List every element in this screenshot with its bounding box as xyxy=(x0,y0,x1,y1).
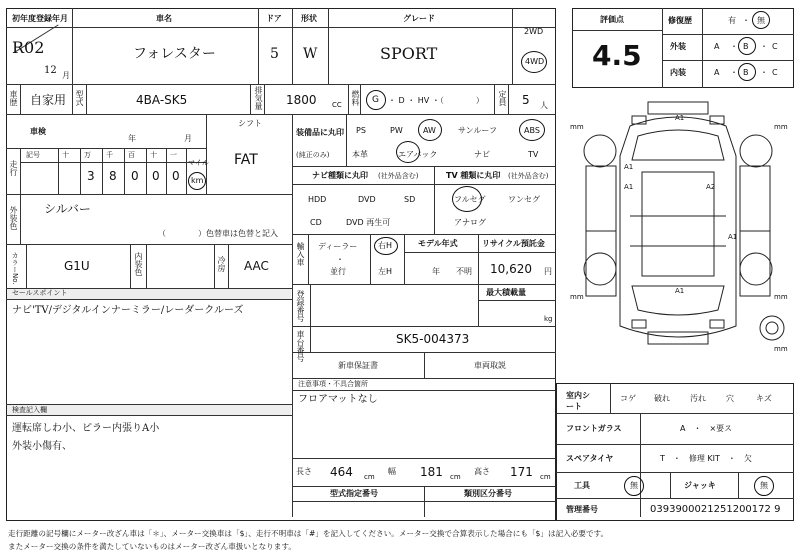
exterior-sep-1: ・ xyxy=(730,42,738,51)
first-reg-month: 12 xyxy=(44,65,57,76)
exterior-sep-2: ・ xyxy=(760,42,768,51)
mileage-label: 走行 xyxy=(9,160,18,176)
navi-sd: SD xyxy=(404,195,416,204)
navi-sub: (社外品含む) xyxy=(378,172,419,180)
mark-a2-right: A2 xyxy=(706,183,716,191)
length-value: 464 xyxy=(330,465,353,479)
mileage-unit-1: 十 xyxy=(62,151,69,159)
tv-fullseg: フルセグ xyxy=(454,195,486,204)
fuel-label: 燃料 xyxy=(351,90,360,106)
car-name: フォレスター xyxy=(133,46,216,62)
chassis-label: 車台番号 xyxy=(296,330,305,362)
mm-spare: mm xyxy=(774,345,788,353)
repair-sep: ・ xyxy=(742,16,750,25)
manual-label: 車両取説 xyxy=(474,361,506,370)
seat-option-1: 破れ xyxy=(654,394,670,403)
fuel-other: ・ D ・ HV ・（ ） xyxy=(388,96,484,105)
repair-no: 無 xyxy=(757,16,765,25)
yen-unit: 円 xyxy=(544,267,552,276)
mm-rear-left: mm xyxy=(570,293,584,301)
car-diagram xyxy=(560,96,796,378)
mgmt-label: 管理番号 xyxy=(566,505,598,514)
repaint-note: （ ）色替車は色替と記入 xyxy=(158,229,278,238)
equip-airbag: エアバック xyxy=(398,150,438,159)
shape-label: 形状 xyxy=(301,14,317,23)
tv-sub: (社外品含む) xyxy=(508,172,549,180)
interior-sep-2: ・ xyxy=(760,68,768,77)
repair-yes: 有 xyxy=(728,16,736,25)
model-value: 4BA-SK5 xyxy=(136,93,188,107)
mileage-unit-0: 記号 xyxy=(26,151,40,159)
interior-grade-label: 内装 xyxy=(670,68,686,77)
exterior-grade-a: A xyxy=(714,42,720,51)
mileage-digit-3: 0 xyxy=(152,169,160,183)
tool-value: 無 xyxy=(630,481,638,490)
door-label: ドア xyxy=(266,14,282,23)
shape-value: W xyxy=(303,46,318,62)
glass-value: A ・ ×要ス xyxy=(680,424,733,433)
inspector-line-2: 外装小傷有、 xyxy=(12,441,72,452)
mark-a1-left-2: A1 xyxy=(624,183,634,191)
category-value: 自家用 xyxy=(30,93,67,107)
equip-aw: AW xyxy=(423,126,436,135)
height-value: 171 xyxy=(510,465,533,479)
import-parallel: 並行 xyxy=(330,267,346,276)
type-approval-label: 型式指定番号 xyxy=(330,489,378,498)
mark-a1-right: A1 xyxy=(728,233,738,241)
warranty-label: 新車保証書 xyxy=(338,361,378,370)
sales-point-label: セールスポイント xyxy=(12,289,68,297)
exterior-color-label: 外装色 xyxy=(9,206,18,230)
model-label: 型式 xyxy=(75,90,84,106)
exterior-grade-c: C xyxy=(772,42,778,51)
mileage-digit-1: 8 xyxy=(109,169,117,183)
inspector-label: 検査記入欄 xyxy=(12,406,47,414)
cc-unit: CC xyxy=(332,101,342,109)
seat-option-2: 汚れ xyxy=(690,394,706,403)
right-h: 右H xyxy=(378,241,393,250)
width-label: 幅 xyxy=(388,467,396,476)
left-h: 左H xyxy=(378,267,393,276)
seat-label: 室内シート xyxy=(566,391,590,411)
mileage-unit-5: 十 xyxy=(150,151,157,159)
equipment-sub: (純正のみ) xyxy=(296,151,330,159)
spare-value: T ・ 修理 KIT ・ 欠 xyxy=(660,454,752,463)
interior-sep-1: ・ xyxy=(730,68,738,77)
sales-point-text: ナビ'TV/デジタルインナーミラー/レーダークルーズ xyxy=(12,305,244,316)
height-label: 高さ xyxy=(474,467,490,476)
tv-label: TV 種類に丸印 xyxy=(446,171,501,180)
exterior-grade-label: 外装 xyxy=(670,42,686,51)
footer-line-1: 走行距離の記号欄にメーター改ざん車は「＊」、メーター交換車は「$」、走行不明車は「#」を記入してください。メーター交換で合算表示した場合にも「$」は記入必要です。 xyxy=(8,529,609,538)
navi-label: ナビ種類に丸印 xyxy=(312,171,368,180)
mileage-unit-6: 一 xyxy=(170,151,177,159)
tv-analog: アナログ xyxy=(454,218,486,227)
spare-label: スペアタイヤ xyxy=(566,454,614,463)
import-label: 輸入車 xyxy=(296,242,305,266)
footer-line-2: またメーター交換の条件を満たしていないものはメーター改ざん車扱いとなります。 xyxy=(8,542,296,551)
capacity-label: 定員 xyxy=(498,90,507,106)
interior-color-label: 内装色 xyxy=(134,252,143,276)
mileage-digit-4: 0 xyxy=(172,169,180,183)
mileage-unit-3: 千 xyxy=(106,151,113,159)
tv-oneseg: ワンセグ xyxy=(508,195,540,204)
model-year-unknown: 不明 xyxy=(456,267,472,276)
exterior-color: シルバー xyxy=(44,202,91,216)
color-no-label: カラーNo. xyxy=(11,252,19,285)
mm-front-left: mm xyxy=(570,123,584,131)
person-unit: 人 xyxy=(540,101,548,110)
height-unit: cm xyxy=(540,473,551,481)
car-name-label: 車名 xyxy=(156,14,172,23)
score-value: 4.5 xyxy=(592,39,642,72)
mileage-unit-2: 万 xyxy=(84,151,91,159)
navi-cd: CD xyxy=(310,218,322,227)
equipment-label: 装備品に丸印 xyxy=(296,128,344,137)
equip-sunroof: サンルーフ xyxy=(458,126,497,135)
equip-pw: PW xyxy=(390,126,403,135)
cooler-label: 冷房 xyxy=(217,256,226,272)
fuel-g: G xyxy=(372,95,379,105)
seat-option-3: 穴 xyxy=(726,394,734,403)
glass-label: フロントガラス xyxy=(566,424,622,433)
inspection-year-unit: 年 xyxy=(128,134,136,143)
interior-grade-c: C xyxy=(772,68,778,77)
mile-label: マイル xyxy=(188,159,209,167)
color-no: G1U xyxy=(64,259,90,273)
chassis-value: SK5-004373 xyxy=(396,332,470,346)
import-dealer: ディーラー xyxy=(318,242,358,251)
kg-unit: kg xyxy=(544,315,553,323)
max-load-label: 最大積載量 xyxy=(486,288,526,297)
mm-rear-right: mm xyxy=(774,293,788,301)
drive-2wd: 2WD xyxy=(524,27,544,36)
car-diagram-svg xyxy=(560,96,796,378)
grade-value: SPORT xyxy=(380,44,438,63)
navi-dvd-play: DVD 再生可 xyxy=(346,218,391,227)
cooler-value: AAC xyxy=(244,259,269,273)
navi-dvd: DVD xyxy=(358,195,376,204)
width-unit: cm xyxy=(450,473,461,481)
repair-label: 修復歴 xyxy=(668,16,692,25)
capacity-value: 5 xyxy=(522,93,530,107)
mark-a1-left-1: A1 xyxy=(624,163,634,171)
seat-option-0: コゲ xyxy=(620,394,636,403)
model-year-label: モデル年式 xyxy=(418,239,458,248)
exterior-grade-b: B xyxy=(743,42,749,51)
category-no-label: 類別区分番号 xyxy=(464,489,512,498)
seat-option-4: キズ xyxy=(756,394,772,403)
inspection-month-unit: 月 xyxy=(184,134,192,143)
door-value: 5 xyxy=(270,46,279,62)
mgmt-value: 0393900021251200172 9 xyxy=(650,504,781,515)
equip-leather: 本革 xyxy=(352,150,368,159)
model-year-unit: 年 xyxy=(432,267,440,276)
category-label: 車歴 xyxy=(9,90,18,106)
width-value: 181 xyxy=(420,465,443,479)
mark-a1-front: A1 xyxy=(675,114,685,122)
recycle-label: リサイクル預託金 xyxy=(482,239,545,248)
import-dot: ・ xyxy=(336,255,344,264)
mark-a1-rear: A1 xyxy=(675,287,685,295)
length-label: 長さ xyxy=(296,467,312,476)
tool-label: 工具 xyxy=(574,481,590,490)
drive-4wd: 4WD xyxy=(525,57,545,66)
jack-value: 無 xyxy=(760,481,768,490)
navi-hdd: HDD xyxy=(308,195,327,204)
equip-abs: ABS xyxy=(524,126,540,135)
mileage-digit-2: 0 xyxy=(131,169,139,183)
jack-label: ジャッキ xyxy=(684,481,716,490)
first-reg-year: R02 xyxy=(12,38,45,57)
displacement-value: 1800 xyxy=(286,93,317,107)
interior-grade-a: A xyxy=(714,68,720,77)
notes-label: 注意事項・不具合箇所 xyxy=(298,380,368,388)
recycle-value: 10,620 xyxy=(490,262,532,276)
km-label: km xyxy=(191,176,204,185)
displacement-label: 排気量 xyxy=(254,86,263,110)
equip-ps: PS xyxy=(356,126,366,135)
length-unit: cm xyxy=(364,473,375,481)
inspection-label: 車検 xyxy=(30,127,46,136)
score-label: 評価点 xyxy=(600,15,624,24)
notes-text: フロアマットなし xyxy=(298,394,378,405)
mm-front-right: mm xyxy=(774,123,788,131)
equip-tv: TV xyxy=(528,150,539,159)
inspector-line-1: 運転席しわ小、ピラー内張りA小 xyxy=(12,423,160,434)
reg-no-label: 登録番号 xyxy=(296,290,305,322)
equip-navi: ナビ xyxy=(474,150,490,159)
interior-grade-b: B xyxy=(743,68,749,77)
mileage-unit-4: 百 xyxy=(128,151,135,159)
shift-value: FAT xyxy=(234,152,258,168)
shift-label: シフト xyxy=(238,119,262,128)
first-reg-label: 初年度登録年月 xyxy=(12,14,68,23)
grade-label: グレード xyxy=(403,14,435,23)
mileage-digit-0: 3 xyxy=(87,169,95,183)
first-reg-month-unit: 月 xyxy=(62,71,70,80)
